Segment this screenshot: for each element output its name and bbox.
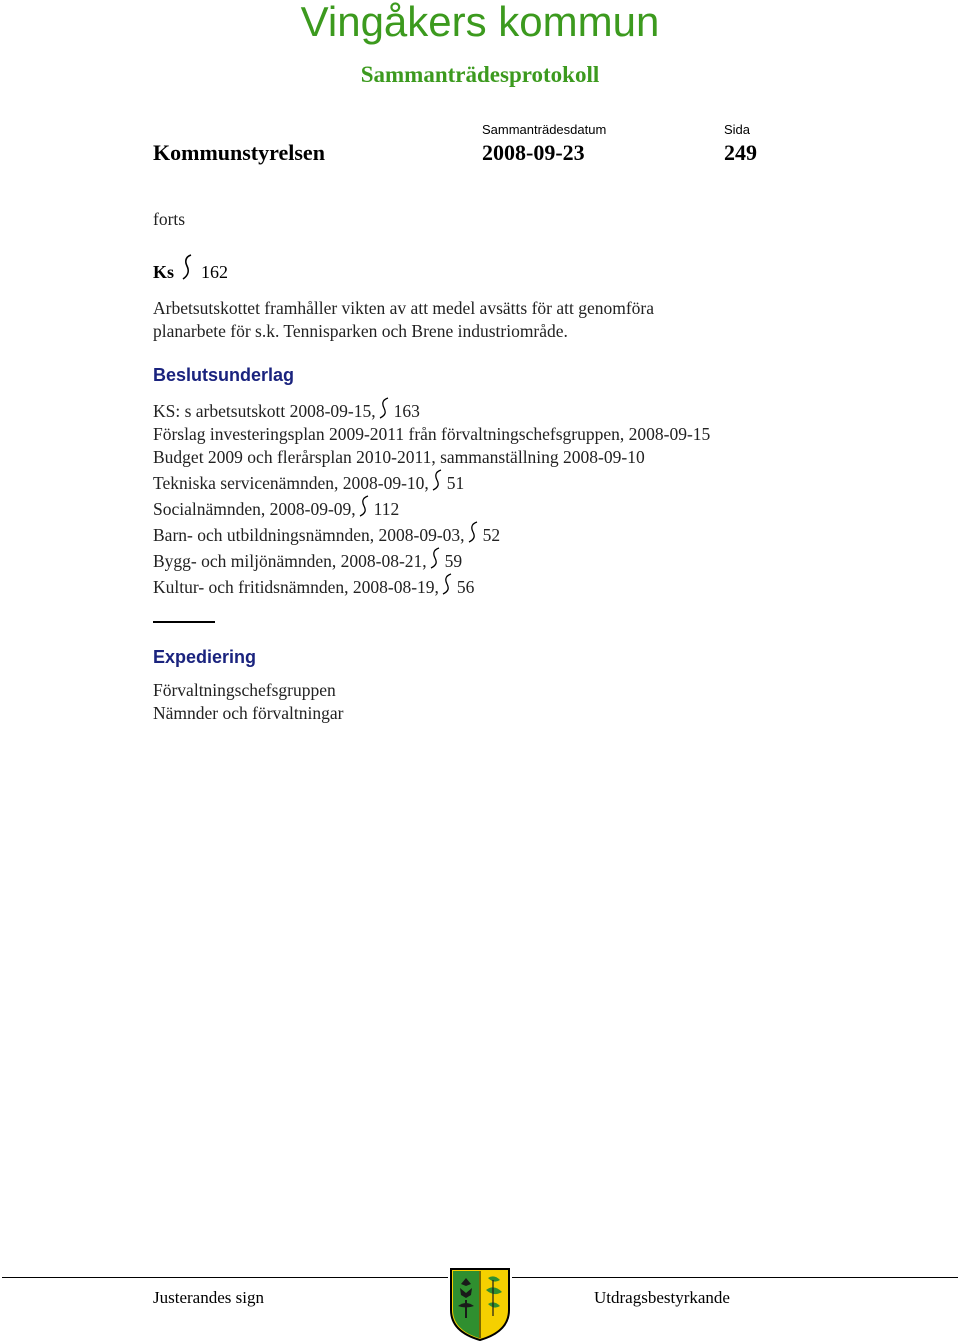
paragraph-line: planarbete för s.k. Tennisparken och Brene industriområde.: [153, 321, 568, 341]
section-symbol-icon: [441, 573, 453, 595]
basis-item: Kultur- och fritidsnämnden, 2008-08-19, 56: [153, 573, 710, 599]
basis-item: Budget 2009 och flerårsplan 2010-2011, sammanställning 2008-09-10: [153, 447, 645, 467]
basis-item: Bygg- och miljönämnden, 2008-08-21, 59: [153, 547, 710, 573]
decision-basis-list: [153, 397, 710, 599]
recipient-item: Förvaltningschefsgruppen: [153, 680, 336, 700]
section-heading-expediering: Expediering: [153, 647, 257, 667]
basis-item: Förslag investeringsplan 2009-2011 från förvaltningschefsgruppen, 2008-09-15: [153, 424, 711, 444]
committee-name: Kommunstyrelsen: [153, 140, 325, 165]
page-label: Sida: [724, 122, 751, 137]
footer-rule-left: [2, 1277, 448, 1278]
recipient-item: Nämnder och förvaltningar: [153, 703, 344, 723]
paragraph-line: Arbetsutskottet framhåller vikten av att medel avsätts för att genomföra: [153, 298, 655, 318]
basis-item: Tekniska servicenämnden, 2008-09-10, 51: [153, 469, 710, 495]
section-symbol-icon: [378, 397, 390, 419]
basis-item: Socialnämnden, 2008-09-09, 112: [153, 495, 710, 521]
continued-marker: forts: [153, 209, 186, 229]
date-label: Sammanträdesdatum: [482, 122, 607, 137]
section-symbol-icon: [181, 254, 193, 280]
section-symbol-icon: [467, 521, 479, 543]
case-number: 162: [201, 262, 229, 282]
separator-rule: [153, 621, 215, 623]
organization-title: Vingåkers kommun: [300, 0, 660, 45]
case-reference: [153, 254, 228, 283]
basis-item: Barn- och utbildningsnämnden, 2008-09-03, 52: [153, 521, 710, 547]
footer-label-justerandes: Justerandes sign: [153, 1288, 264, 1307]
municipal-crest-icon: [448, 1266, 512, 1342]
section-symbol-icon: [431, 469, 443, 491]
document-type: Sammanträdesprotokoll: [360, 62, 600, 87]
case-prefix: Ks: [153, 262, 175, 282]
section-symbol-icon: [429, 547, 441, 569]
section-heading-beslutsunderlag: Beslutsunderlag: [153, 365, 295, 385]
footer-label-utdragsbestyrkande: Utdragsbestyrkande: [594, 1288, 730, 1307]
decision-paragraph: [153, 297, 654, 343]
meeting-date: 2008-09-23: [482, 140, 585, 165]
footer-rule-right: [512, 1277, 958, 1278]
basis-item: KS: s arbetsutskott 2008-09-15, 163: [153, 397, 710, 423]
distribution-list: [153, 679, 343, 725]
page-number: 249: [724, 140, 757, 165]
section-symbol-icon: [358, 495, 370, 517]
